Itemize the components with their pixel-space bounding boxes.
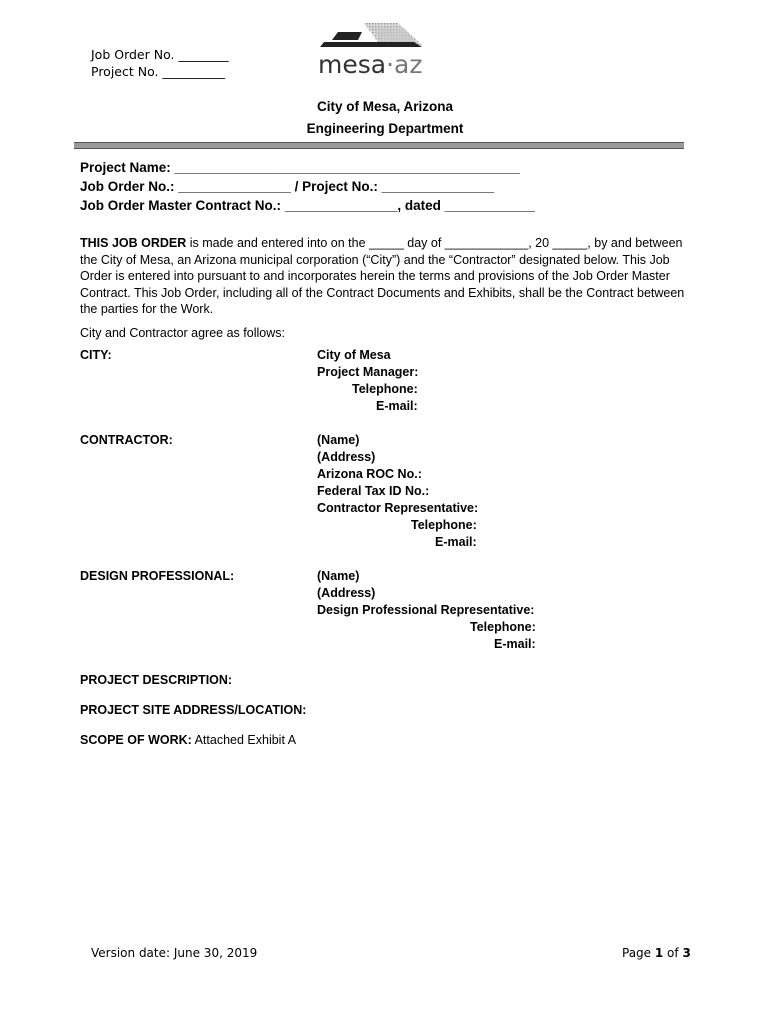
mesa-az-logo-text: [318, 50, 423, 79]
logo-az: az: [394, 50, 423, 79]
design-address: (Address): [317, 586, 376, 600]
scope-value: Attached Exhibit A: [191, 733, 297, 747]
header-rule: [74, 142, 684, 149]
page-total: 3: [682, 946, 691, 960]
logo-mesa: mesa: [318, 50, 387, 79]
page-prefix: Page: [622, 946, 655, 960]
contractor-tax-id: Federal Tax ID No.:: [317, 484, 430, 498]
city-telephone: Telephone:: [352, 382, 418, 396]
scope-of-work: [80, 733, 296, 747]
logo-dot: ·: [386, 50, 395, 79]
scope-label: SCOPE OF WORK:: [80, 733, 192, 747]
version-date: Version date: June 30, 2019: [91, 946, 258, 960]
project-site-label: PROJECT SITE ADDRESS/LOCATION:: [80, 703, 307, 717]
master-contract-field: Job Order Master Contract No.: _______________, dated ____________: [80, 198, 535, 213]
page-of: of: [663, 946, 683, 960]
contractor-name: (Name): [317, 433, 360, 447]
agree-statement: City and Contractor agree as follows:: [80, 326, 285, 340]
contractor-telephone: Telephone:: [411, 518, 477, 532]
page-number: [622, 946, 691, 960]
design-email: E-mail:: [494, 637, 536, 651]
design-telephone: Telephone:: [470, 620, 536, 634]
project-number-header: Project No. __________: [91, 64, 225, 79]
city-name: City of Mesa: [317, 348, 391, 362]
job-order-project-field: Job Order No.: _______________ / Project No.: _______________: [80, 179, 495, 194]
intro-body: is made and entered into on the _____ day of ____________, 20 _____, by and between the City of Mesa, an Arizona municipal corporation (“City”) and the “Contractor” designated below. This Job Order is entered into pursuant to and incorporates herein the terms and provisions of the Job Order Master Contract. This Job Order, including all of the Contract Documents and Exhibits, shall be the Contract between the parties for the Work.: [80, 236, 685, 316]
job-order-number-header: Job Order No. ________: [91, 47, 229, 62]
intro-paragraph: [80, 235, 685, 318]
city-label: CITY:: [80, 348, 112, 362]
intro-lead: THIS JOB ORDER: [80, 236, 187, 250]
title-department: Engineering Department: [306, 121, 464, 136]
page-current: 1: [654, 946, 664, 960]
design-name: (Name): [317, 569, 360, 583]
project-description-label: PROJECT DESCRIPTION:: [80, 673, 233, 687]
design-representative: Design Professional Representative:: [317, 603, 535, 617]
contractor-representative: Contractor Representative:: [317, 501, 479, 515]
contractor-address: (Address): [317, 450, 376, 464]
project-name-field: Project Name: ______________________________________________: [80, 160, 520, 175]
contractor-roc: Arizona ROC No.:: [317, 467, 422, 481]
city-project-manager: Project Manager:: [317, 365, 419, 379]
design-professional-label: DESIGN PROFESSIONAL:: [80, 569, 235, 583]
contractor-label: CONTRACTOR:: [80, 433, 173, 447]
city-email: E-mail:: [376, 399, 418, 413]
title-city: City of Mesa, Arizona: [316, 99, 454, 114]
contractor-email: E-mail:: [435, 535, 477, 549]
